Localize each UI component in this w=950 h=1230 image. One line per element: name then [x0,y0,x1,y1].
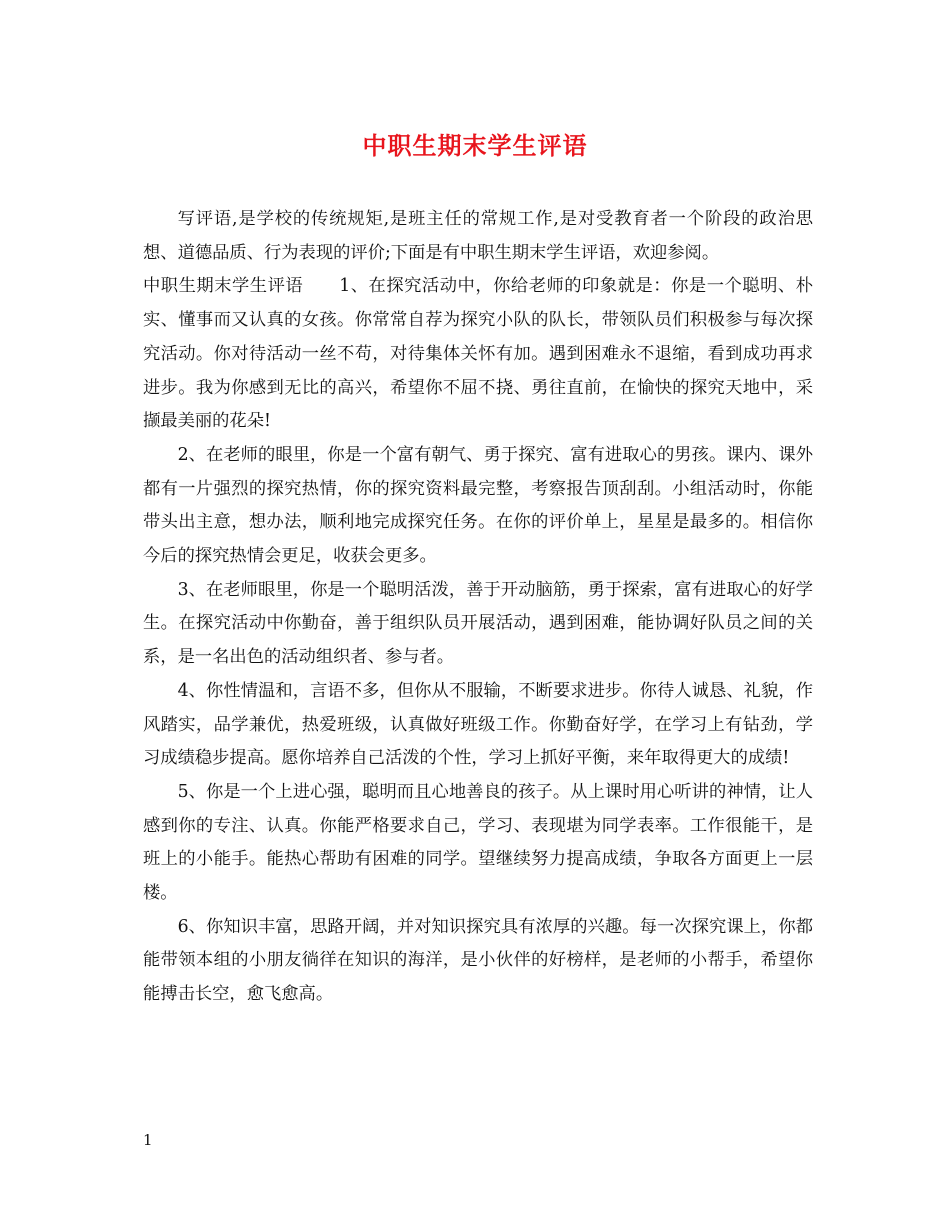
intro-paragraph: 写评语,是学校的传统规矩,是班主任的常规工作,是对受教育者一个阶段的政治思想、道德品质、行为表现的评价;下面是有中职生期末学生评语，欢迎参阅。 [143,209,813,263]
section-heading: 中职生期末学生评语 [143,276,304,297]
comment-paragraph-4: 4、你性情温和，言语不多，但你从不服输，不断要求进步。你待人诚恳、礼貌，作风踏实，品学兼优，热爱班级，认真做好班级工作。你勤奋好学，在学习上有钻劲，学习成绩稳步提高。愿你培养自己活泼的个性，学习上抓好平衡，来年取得更大的成绩! [143,680,813,769]
comment-paragraph-2: 2、在老师的眼里，你是一个富有朝气、勇于探究、富有进取心的男孩。课内、课外都有一片强烈的探究热情，你的探究资料最完整，考察报告顶刮刮。小组活动时，你能带头出主意，想办法，顺利地完成探究任务。在你的评价单上，星星是最多的。相信你今后的探究热情会更足，收获会更多。 [143,444,813,567]
comment-text-1: 1、在探究活动中，你给老师的印象就是：你是一个聪明、朴实、懂事而又认真的女孩。你常常自荐为探究小队的队长，带领队员们积极参与每次探究活动。你对待活动一丝不苟，对待集体关怀有加。遇到困难永不退缩，看到成功再求进步。我为你感到无比的高兴，希望你不屈不挠、勇往直前，在愉快的探究天地中，采撷最美丽的花朵! [143,276,813,432]
comment-paragraph-3: 3、在老师眼里，你是一个聪明活泼，善于开动脑筋，勇于探索，富有进取心的好学生。在探究活动中你勤奋，善于组织队员开展活动，遇到困难，能协调好队员之间的关系，是一名出色的活动组织者、参与者。 [143,579,813,668]
comment-paragraph-1 [143,270,813,439]
document-title: 中职生期末学生评语 [362,131,588,160]
page-number: 1 [143,1131,153,1149]
document-body [143,203,813,1012]
comment-paragraph-5: 5、你是一个上进心强，聪明而且心地善良的孩子。从上课时用心听讲的神情，让人感到你的专注、认真。你能严格要求自己，学习、表现堪为同学表率。工作很能干，是班上的小能手。能热心帮助有困难的同学。望继续努力提高成绩，争取各方面更上一层楼。 [143,781,813,904]
comment-paragraph-6: 6、你知识丰富，思路开阔，并对知识探究具有浓厚的兴趣。每一次探究课上，你都能带领本组的小朋友徜徉在知识的海洋，是小伙伴的好榜样，是老师的小帮手，希望你能搏击长空，愈飞愈高。 [143,916,813,1005]
